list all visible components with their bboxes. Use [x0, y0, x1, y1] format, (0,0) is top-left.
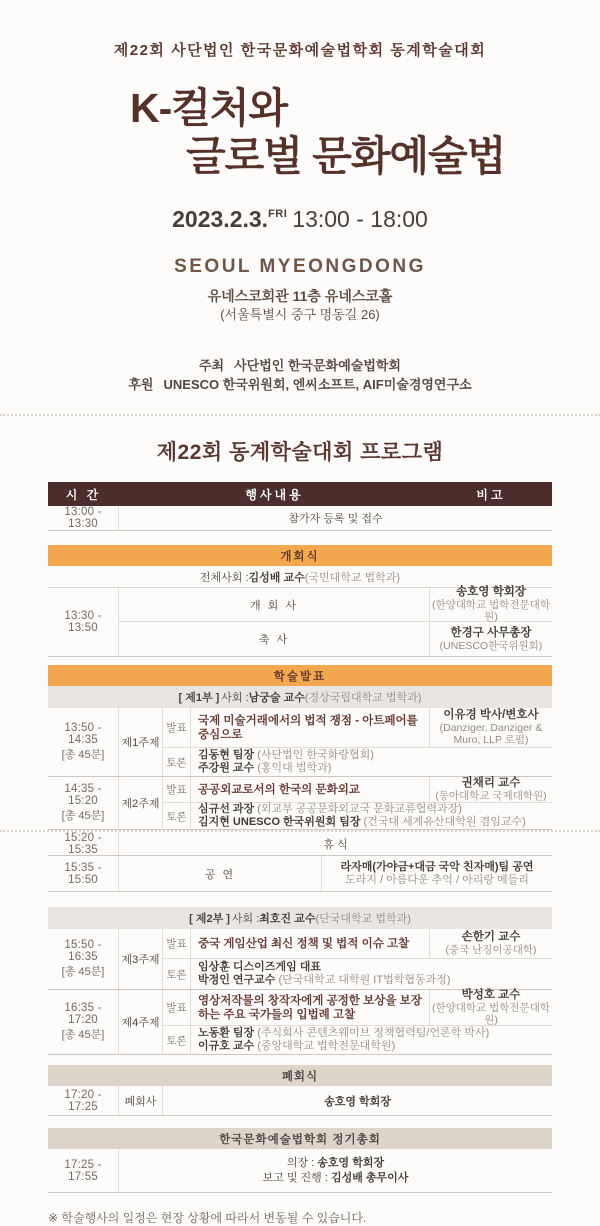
topic4-time: 16:35 - 17:20 [64, 1002, 102, 1026]
opening-band: 개회식 [48, 545, 552, 566]
topic3-present-label: 발표 [163, 929, 191, 958]
performance-content: 공 연 [119, 856, 322, 891]
topic1-discussion-row [163, 748, 552, 776]
topic1-number: 제1주제 [119, 708, 163, 776]
program-section [0, 440, 600, 1226]
opening-row1-speaker: 송호영 학회장 (한양대학교 법학전문대학원) [432, 586, 550, 623]
topic2-discussion-row [163, 803, 552, 829]
topic2-present-label: 발표 [163, 777, 191, 802]
opening-row2-speaker: 한경구 사무총장 (UNESCO한국위원회) [439, 626, 543, 652]
topic1-duration: [총 45분] [61, 749, 105, 761]
topic3-title: 중국 게임산업 최신 정책 및 법적 이슈 고찰 [198, 937, 410, 950]
topic2-discuss-label: 토론 [163, 803, 191, 829]
sponsor-label: 후원 [128, 377, 154, 392]
sponsor-line [0, 375, 600, 394]
table-row-opening-address [119, 588, 552, 622]
table-row-assembly [48, 1149, 552, 1193]
performance-time: 15:35 - 15:50 [48, 856, 119, 891]
event-hours: 13:00 - 18:00 [292, 206, 428, 232]
table-row-performance [48, 856, 552, 892]
topic1-title: 국제 미술거래에서의 법적 쟁점 - 아트페어를 중심으로 [198, 714, 418, 741]
topic4-present-label: 발표 [163, 990, 191, 1025]
part2-label: 사회 : [231, 913, 260, 925]
part2-chair-name: 최호진 교수 [259, 913, 316, 925]
program-table [48, 482, 552, 1193]
table-row-congratulatory-address [119, 622, 552, 656]
topic2-title: 공공외교로서의 한국의 문화외교 [198, 783, 360, 796]
mc-name: 김성배 교수 [248, 571, 305, 584]
topic4-duration: [총 45분] [61, 1029, 105, 1041]
table-row-topic2 [48, 777, 552, 830]
event-venue: 유네스코회관 11층 유네스코홀 [207, 288, 393, 304]
opening-row2-content: 축 사 [119, 622, 430, 656]
opening-mc-row [48, 566, 552, 588]
registration-time: 13:00 - 13:30 [48, 506, 119, 530]
topic3-discussant-2: 박정인 연구교수 (단국대학교 대학원 IT법학협동과정) [198, 974, 451, 986]
part1-chair-name: 남궁술 교수 [248, 692, 305, 704]
event-datetime [0, 200, 600, 233]
topic1-discussant-1: 김동현 팀장 (사단법인 한국화랑협회) [198, 749, 374, 761]
column-header-note: 비고 [476, 487, 506, 502]
event-address: (서울특별시 중구 명동길 26) [220, 307, 380, 322]
topic3-duration: [총 45분] [61, 966, 105, 978]
table-row-break [48, 832, 552, 856]
assembly-band: 한국문화예술법학회 정기총회 [48, 1128, 552, 1149]
assembly-time: 17:25 - 17:55 [48, 1149, 119, 1192]
topic3-discussion-row [163, 959, 552, 989]
table-header-row [48, 482, 552, 506]
topic1-discussant-2: 주강원 교수 (홍익대 법학과) [198, 762, 332, 774]
event-city: SEOUL MYEONGDONG [174, 256, 426, 277]
topic1-time: 13:50 - 14:35 [64, 722, 102, 746]
event-title-line2: 글로벌 문화예술법 [186, 133, 506, 179]
topic2-duration: [총 45분] [61, 810, 105, 822]
topic1-present-label: 발표 [163, 708, 191, 747]
assembly-line1: 의장 : 송호영 학회장 [286, 1156, 385, 1169]
column-header-time: 시 간 [65, 487, 102, 502]
topic4-number: 제4주제 [119, 990, 163, 1054]
table-row-topic3 [48, 929, 552, 990]
program-title: 제22회 동계학술대회 프로그램 [156, 441, 444, 464]
schedule-footnote: ※ 학술행사의 일정은 현장 상황에 따라서 변동될 수 있습니다. [48, 1211, 367, 1225]
host-line [0, 356, 600, 375]
part1-bracket: [ 제1부 ] [178, 692, 220, 704]
closing-label: 폐회사 [119, 1086, 163, 1115]
part1-chair-affil: (경상국립대학교 법학과) [304, 692, 422, 704]
topic2-discussant-1: 심규선 과장 (외교부 공공문화외교국 문화교류협력과장) [198, 803, 462, 815]
event-title-line1: K-컬처와 [130, 85, 288, 131]
event-day: FRI [268, 208, 288, 220]
column-header-content: 행사내용 [245, 487, 304, 502]
topic2-time: 14:35 - 15:20 [64, 783, 102, 807]
topic2-number: 제2주제 [119, 777, 163, 829]
table-row-closing [48, 1086, 552, 1116]
topic4-discussant-1: 노동환 팀장 (주식회사 콘텐츠웨이브 정책협력팀/언론학 박사) [198, 1027, 490, 1039]
topic4-presentation-row [163, 990, 552, 1026]
topic4-discussion-row [163, 1026, 552, 1054]
registration-content: 참가자 등록 및 접수 [288, 513, 383, 525]
opening-time: 13:30 - 13:50 [48, 588, 119, 656]
performance-songs: 도라지 / 아름다운 추억 / 아리랑 메들리 [345, 873, 529, 886]
event-subtitle: 제22회 사단법인 한국문화예술법학회 동계학술대회 [113, 42, 487, 59]
sessions-band: 학술발표 [48, 665, 552, 686]
host-label: 주최 [199, 358, 225, 373]
performance-detail [322, 856, 552, 891]
topic3-discussant-1: 임상훈 디스이즈게임 대표 [198, 961, 321, 973]
topic4-discussant-2: 이규호 교수 (중앙대학교 법학전문대학원) [198, 1040, 396, 1052]
host-name: 사단법인 한국문화예술법학회 [234, 358, 401, 373]
part2-chair-affil: (단국대학교 법학과) [315, 913, 411, 925]
performance-team: 라자매(가야금+대금 국악 친자매)팀 공연 [340, 860, 534, 873]
sponsor-names: UNESCO 한국위원회, 엔씨소프트, AIF미술경영연구소 [163, 377, 472, 392]
topic4-discuss-label: 토론 [163, 1026, 191, 1054]
topic2-presentation-row [163, 777, 552, 803]
topic3-number: 제3주제 [119, 929, 163, 989]
break-content: 휴 식 [323, 838, 348, 851]
topic3-presentation-row [163, 929, 552, 959]
table-row-registration [48, 506, 552, 531]
event-date: 2023.2.3. [172, 206, 269, 232]
topic3-discuss-label: 토론 [163, 959, 191, 989]
topic3-time: 15:50 - 16:35 [64, 939, 102, 963]
topic4-speaker: 박성호 교수 (한양대학교 법학전문대학원) [432, 989, 550, 1026]
opening-rows [48, 588, 552, 657]
assembly-line2: 보고 및 진행 : 김성배 총무이사 [262, 1171, 409, 1184]
topic4-title: 영상저작물의 창작자에게 공정한 보상을 보장하는 주요 국가들의 입법례 고찰 [198, 994, 422, 1021]
opening-row1-content: 개 회 사 [119, 588, 430, 621]
part1-label: 사회 : [221, 692, 249, 704]
part1-header-row [48, 686, 552, 708]
table-row-topic1 [48, 708, 552, 777]
closing-band: 폐회식 [48, 1065, 552, 1086]
mc-affiliation: (국민대학교 법학과) [304, 571, 401, 584]
table-row-topic4 [48, 990, 552, 1055]
closing-time: 17:20 - 17:25 [48, 1086, 119, 1115]
event-title [0, 84, 600, 180]
break-time: 15:20 - 15:35 [48, 832, 119, 855]
poster-header [0, 0, 600, 416]
mc-prefix: 전체사회 : [199, 571, 249, 584]
closing-content: 송호영 학회장 [324, 1095, 391, 1108]
topic2-speaker: 권채리 교수 (동아대학교 국제대학원) [435, 777, 547, 802]
topic2-discussant-2: 김지현 UNESCO 한국위원회 팀장 (건국대 세계유산대학원 겸임교수) [198, 816, 526, 828]
dotted-divider-top [0, 414, 600, 416]
part2-bracket: [ 제2부 ] [189, 913, 230, 925]
topic1-discuss-label: 토론 [163, 748, 191, 776]
topic1-speaker: 이유경 박사/변호사 (Danziger, Danziger & Muro, LLP 로펌) [439, 709, 543, 746]
part2-header-row [48, 907, 552, 929]
assembly-content [119, 1149, 552, 1192]
topic3-speaker: 손한기 교수 (중국 난징이공대학) [445, 931, 537, 956]
topic1-presentation-row [163, 708, 552, 748]
